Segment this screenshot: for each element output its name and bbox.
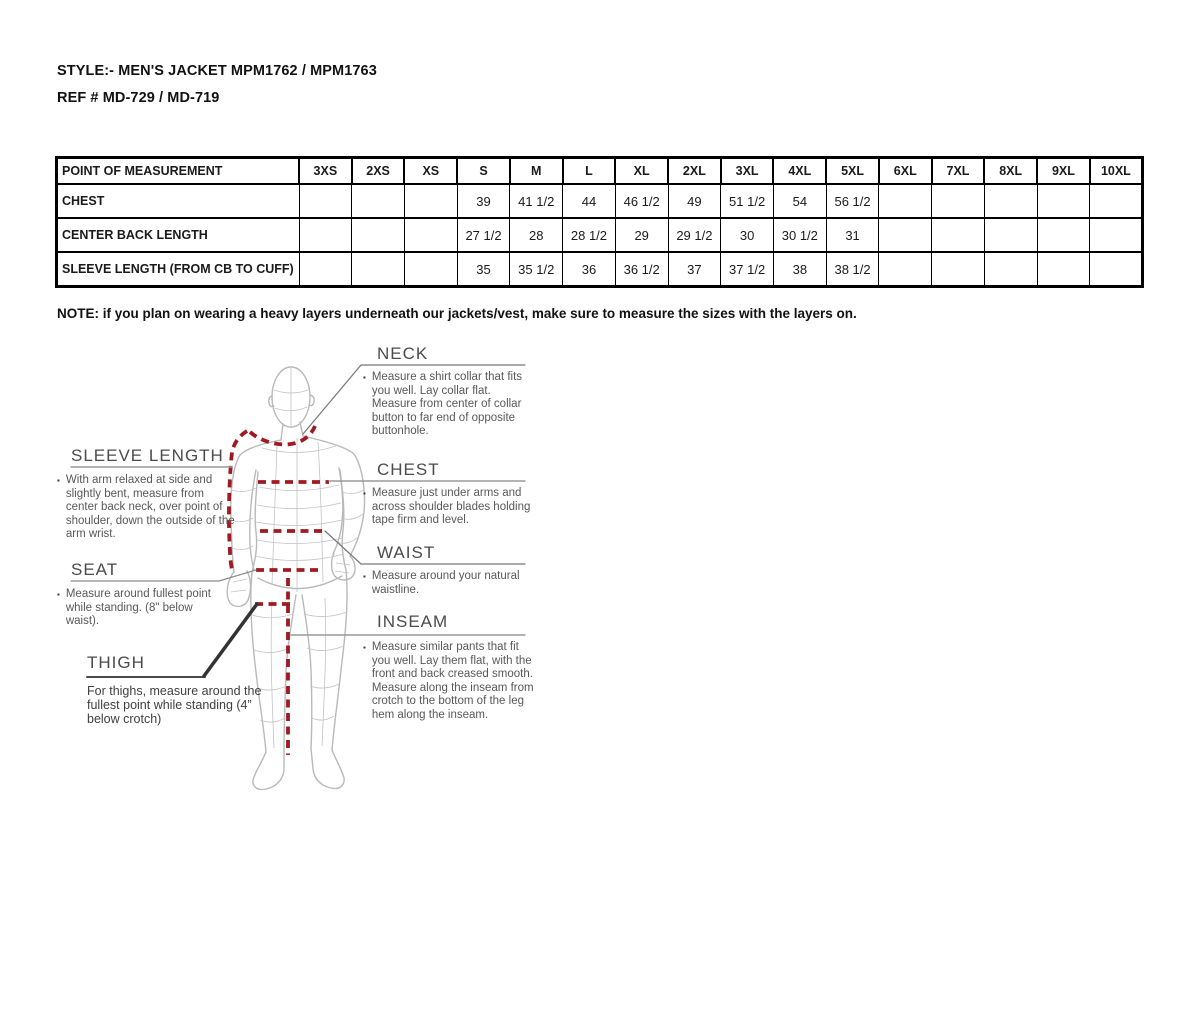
table-row-chest <box>57 184 1143 218</box>
size-cell: 30 <box>721 218 774 252</box>
size-cell: 46 1/2 <box>615 184 668 218</box>
header-cell-size: L <box>563 158 616 185</box>
bullet-icon: ▪ <box>363 373 366 382</box>
size-cell <box>984 184 1037 218</box>
neck-instructions <box>363 371 535 439</box>
size-cell: 35 1/2 <box>510 252 563 287</box>
waist-instructions <box>363 570 535 597</box>
bullet-icon: ▪ <box>57 476 60 485</box>
size-cell: 30 1/2 <box>773 218 826 252</box>
header-cell-size: 10XL <box>1090 158 1143 185</box>
sleeve-length-text: With arm relaxed at side and slightly bent, measure from center back neck, over point of shoulder, down the outside of the arm wrist. <box>65 474 235 540</box>
header-cell-size: XS <box>404 158 457 185</box>
size-cell: 56 1/2 <box>826 184 879 218</box>
size-cell: 37 <box>668 252 721 287</box>
bullet-icon: ▪ <box>57 590 60 599</box>
mannequin-outline <box>227 367 364 790</box>
seat-heading: SEAT <box>71 560 119 579</box>
header-cell-size: M <box>510 158 563 185</box>
size-cell <box>299 218 352 252</box>
sleeve-length-heading: SLEEVE LENGTH <box>71 446 224 465</box>
header-cell-size: 4XL <box>773 158 826 185</box>
waist-text: Measure around your natural waistline. <box>371 570 520 596</box>
size-cell <box>404 218 457 252</box>
seat-instructions <box>57 588 227 629</box>
size-cell <box>404 252 457 287</box>
size-cell: 37 1/2 <box>721 252 774 287</box>
header-cell-size: 7XL <box>932 158 985 185</box>
size-table-header-row <box>57 158 1143 185</box>
measurement-label-cell: SLEEVE LENGTH (FROM CB TO CUFF) <box>57 252 300 287</box>
size-table <box>55 156 1144 288</box>
size-cell <box>1037 218 1090 252</box>
sleeve-length-instructions <box>57 474 239 542</box>
size-cell: 39 <box>457 184 510 218</box>
size-cell: 44 <box>563 184 616 218</box>
header-cell-size: XL <box>615 158 668 185</box>
chest-text: Measure just under arms and across shoulder blades holding tape firm and level. <box>371 487 531 526</box>
inseam-heading: INSEAM <box>377 612 449 631</box>
measurement-label-cell: CENTER BACK LENGTH <box>57 218 300 252</box>
header-cell-size: 5XL <box>826 158 879 185</box>
header-cell-size: S <box>457 158 510 185</box>
size-cell: 35 <box>457 252 510 287</box>
size-cell: 51 1/2 <box>721 184 774 218</box>
size-cell <box>879 184 932 218</box>
neck-text: Measure a shirt collar that fits you well. Lay collar flat. Measure from center of collar button to far end of opposite buttonhole. <box>371 371 523 437</box>
size-cell <box>352 218 405 252</box>
chest-instructions <box>363 487 535 528</box>
size-cell <box>352 252 405 287</box>
bullet-icon: ▪ <box>363 643 366 652</box>
size-cell <box>1090 184 1143 218</box>
table-row-center-back-length <box>57 218 1143 252</box>
size-cell <box>1037 184 1090 218</box>
neck-heading: NECK <box>377 344 429 363</box>
header-cell-size: 6XL <box>879 158 932 185</box>
size-cell <box>299 252 352 287</box>
size-cell <box>879 252 932 287</box>
size-cell: 36 <box>563 252 616 287</box>
size-cell <box>352 184 405 218</box>
measurement-label-cell: CHEST <box>57 184 300 218</box>
size-cell <box>299 184 352 218</box>
size-cell: 31 <box>826 218 879 252</box>
size-cell <box>932 184 985 218</box>
size-cell <box>1037 252 1090 287</box>
size-cell <box>1090 252 1143 287</box>
size-cell <box>984 252 1037 287</box>
size-cell: 27 1/2 <box>457 218 510 252</box>
seat-text: Measure around fullest point while standing. (8" below waist). <box>65 588 211 627</box>
style-line: STYLE:- MEN'S JACKET MPM1762 / MPM1763 <box>57 63 377 79</box>
size-cell <box>879 218 932 252</box>
header-cell-size: 8XL <box>984 158 1037 185</box>
bullet-icon: ▪ <box>363 572 366 581</box>
size-cell: 38 1/2 <box>826 252 879 287</box>
size-cell <box>932 252 985 287</box>
header-cell-size: 2XL <box>668 158 721 185</box>
size-cell: 29 1/2 <box>668 218 721 252</box>
size-cell: 49 <box>668 184 721 218</box>
size-cell <box>984 218 1037 252</box>
header-cell-point-of-measurement: POINT OF MEASUREMENT <box>57 158 300 185</box>
ref-line: REF # MD-729 / MD-719 <box>57 90 220 106</box>
inseam-text: Measure similar pants that fit you well. Lay them flat, with the front and back creased smooth. Measure along the inseam from crotch to the bottom of the leg hem along the inseam. <box>371 641 534 721</box>
size-cell: 41 1/2 <box>510 184 563 218</box>
chest-heading: CHEST <box>377 460 440 479</box>
thigh-text: For thighs, measure around the fullest point while standing (4” below crotch) <box>87 684 262 726</box>
size-cell: 54 <box>773 184 826 218</box>
size-cell: 29 <box>615 218 668 252</box>
size-cell <box>404 184 457 218</box>
size-cell: 36 1/2 <box>615 252 668 287</box>
size-cell <box>1090 218 1143 252</box>
bullet-icon: ▪ <box>363 489 366 498</box>
note-text: NOTE: if you plan on wearing a heavy layers underneath our jackets/vest, make sure to measure the sizes with the layers on. <box>57 306 857 321</box>
header-cell-size: 9XL <box>1037 158 1090 185</box>
size-cell <box>932 218 985 252</box>
size-cell: 38 <box>773 252 826 287</box>
thigh-heading: THIGH <box>87 653 145 672</box>
size-cell: 28 1/2 <box>563 218 616 252</box>
header-cell-size: 2XS <box>352 158 405 185</box>
waist-heading: WAIST <box>377 543 436 562</box>
header-cell-size: 3XS <box>299 158 352 185</box>
size-cell: 28 <box>510 218 563 252</box>
inseam-instructions <box>363 641 535 722</box>
header-cell-size: 3XL <box>721 158 774 185</box>
table-row-sleeve-length <box>57 252 1143 287</box>
